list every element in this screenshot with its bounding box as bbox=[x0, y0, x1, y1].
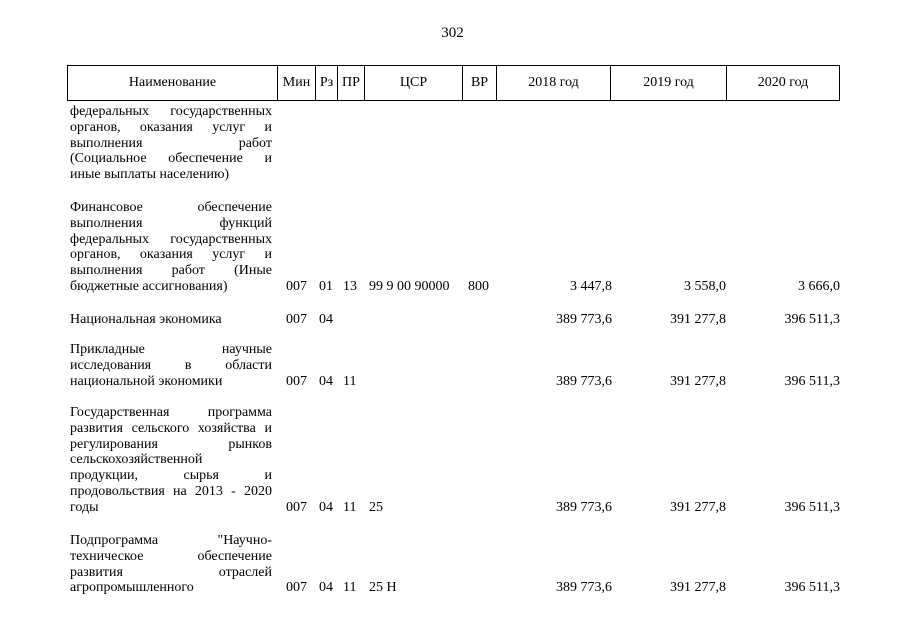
header-2020: 2020 год bbox=[727, 66, 840, 101]
page-number: 302 bbox=[441, 25, 464, 41]
cell-csr: 25 bbox=[369, 499, 383, 515]
name-line: Подпрограмма "Научно- bbox=[70, 533, 272, 548]
cell-2019: 391 277,8 bbox=[670, 580, 726, 596]
name-line: сельскохозяйственной bbox=[70, 452, 203, 468]
cell-name bbox=[70, 405, 272, 516]
name-line: исследования в области bbox=[70, 357, 272, 373]
cell-name bbox=[70, 342, 272, 389]
name-line: федеральных государственных bbox=[70, 231, 272, 247]
name-line: органов, оказания услуг и bbox=[70, 247, 272, 263]
cell-pr: 11 bbox=[343, 373, 357, 389]
cell-2018: 389 773,6 bbox=[556, 312, 612, 327]
cell-csr: 99 9 00 90000 bbox=[369, 279, 450, 294]
cell-2020: 3 666,0 bbox=[798, 279, 840, 294]
name-line: Прикладные научные bbox=[70, 342, 272, 357]
name-line: Финансовое обеспечение bbox=[70, 200, 272, 215]
cell-rz: 04 bbox=[319, 499, 333, 515]
header-pr: ПР bbox=[338, 66, 365, 101]
cell-2020: 396 511,3 bbox=[784, 373, 840, 389]
cell-name bbox=[70, 104, 272, 183]
name-line: органов, оказания услуг и bbox=[70, 119, 272, 135]
name-line: выполнения работ bbox=[70, 135, 272, 151]
name-line: национальной экономики bbox=[70, 373, 223, 389]
cell-2019: 391 277,8 bbox=[670, 499, 726, 515]
header-csr: ЦСР bbox=[365, 66, 463, 101]
name-line: Государственная программа bbox=[70, 405, 272, 420]
name-line: развития сельского хозяйства и bbox=[70, 420, 272, 436]
cell-name bbox=[70, 533, 272, 596]
header-name: Наименование bbox=[68, 66, 278, 101]
header-min: Мин bbox=[278, 66, 316, 101]
cell-vr: 800 bbox=[468, 279, 489, 294]
cell-2018: 389 773,6 bbox=[556, 373, 612, 389]
cell-2020: 396 511,3 bbox=[784, 312, 840, 327]
name-line: продукции, сырья и bbox=[70, 468, 272, 484]
header-2019: 2019 год bbox=[611, 66, 727, 101]
header-rz: Рз bbox=[316, 66, 338, 101]
cell-rz: 04 bbox=[319, 373, 333, 389]
name-line: бюджетные ассигнования) bbox=[70, 278, 228, 294]
header-vr: ВР bbox=[463, 66, 497, 101]
name-line: агропромышленного bbox=[70, 580, 194, 596]
cell-min: 007 bbox=[286, 312, 307, 327]
header-row bbox=[68, 66, 840, 101]
header-2018: 2018 год bbox=[497, 66, 611, 101]
cell-2020: 396 511,3 bbox=[784, 499, 840, 515]
cell-2019: 391 277,8 bbox=[670, 312, 726, 327]
cell-csr: 25 Н bbox=[369, 580, 397, 596]
cell-2019: 391 277,8 bbox=[670, 373, 726, 389]
cell-min: 007 bbox=[286, 580, 307, 596]
cell-rz: 04 bbox=[319, 580, 333, 596]
name-line: регулирования рынков bbox=[70, 436, 272, 452]
name-line: выполнения функций bbox=[70, 215, 272, 231]
name-line: иные выплаты населению) bbox=[70, 167, 230, 183]
cell-name bbox=[70, 312, 272, 328]
cell-2018: 3 447,8 bbox=[570, 279, 612, 294]
name-line: продовольствия на 2013 - 2020 bbox=[70, 483, 272, 499]
cell-pr: 11 bbox=[343, 580, 357, 596]
cell-min: 007 bbox=[286, 279, 307, 294]
cell-pr: 11 bbox=[343, 499, 357, 515]
name-line: (Социальное обеспечение и bbox=[70, 151, 272, 167]
cell-2018: 389 773,6 bbox=[556, 580, 612, 596]
cell-min: 007 bbox=[286, 373, 307, 389]
name-line: техническое обеспечение bbox=[70, 548, 272, 564]
name-line: федеральных государственных bbox=[70, 104, 272, 119]
name-line: развития отраслей bbox=[70, 564, 272, 580]
cell-2019: 3 558,0 bbox=[684, 279, 726, 294]
cell-pr: 13 bbox=[343, 279, 357, 294]
cell-rz: 01 bbox=[319, 279, 333, 294]
cell-2020: 396 511,3 bbox=[784, 580, 840, 596]
name-line: Национальная экономика bbox=[70, 312, 222, 327]
cell-rz: 04 bbox=[319, 312, 333, 327]
cell-name bbox=[70, 200, 272, 295]
cell-2018: 389 773,6 bbox=[556, 499, 612, 515]
table-header bbox=[67, 65, 840, 101]
name-line: выполнения работ (Иные bbox=[70, 263, 272, 279]
name-line: годы bbox=[70, 499, 99, 515]
cell-min: 007 bbox=[286, 499, 307, 515]
